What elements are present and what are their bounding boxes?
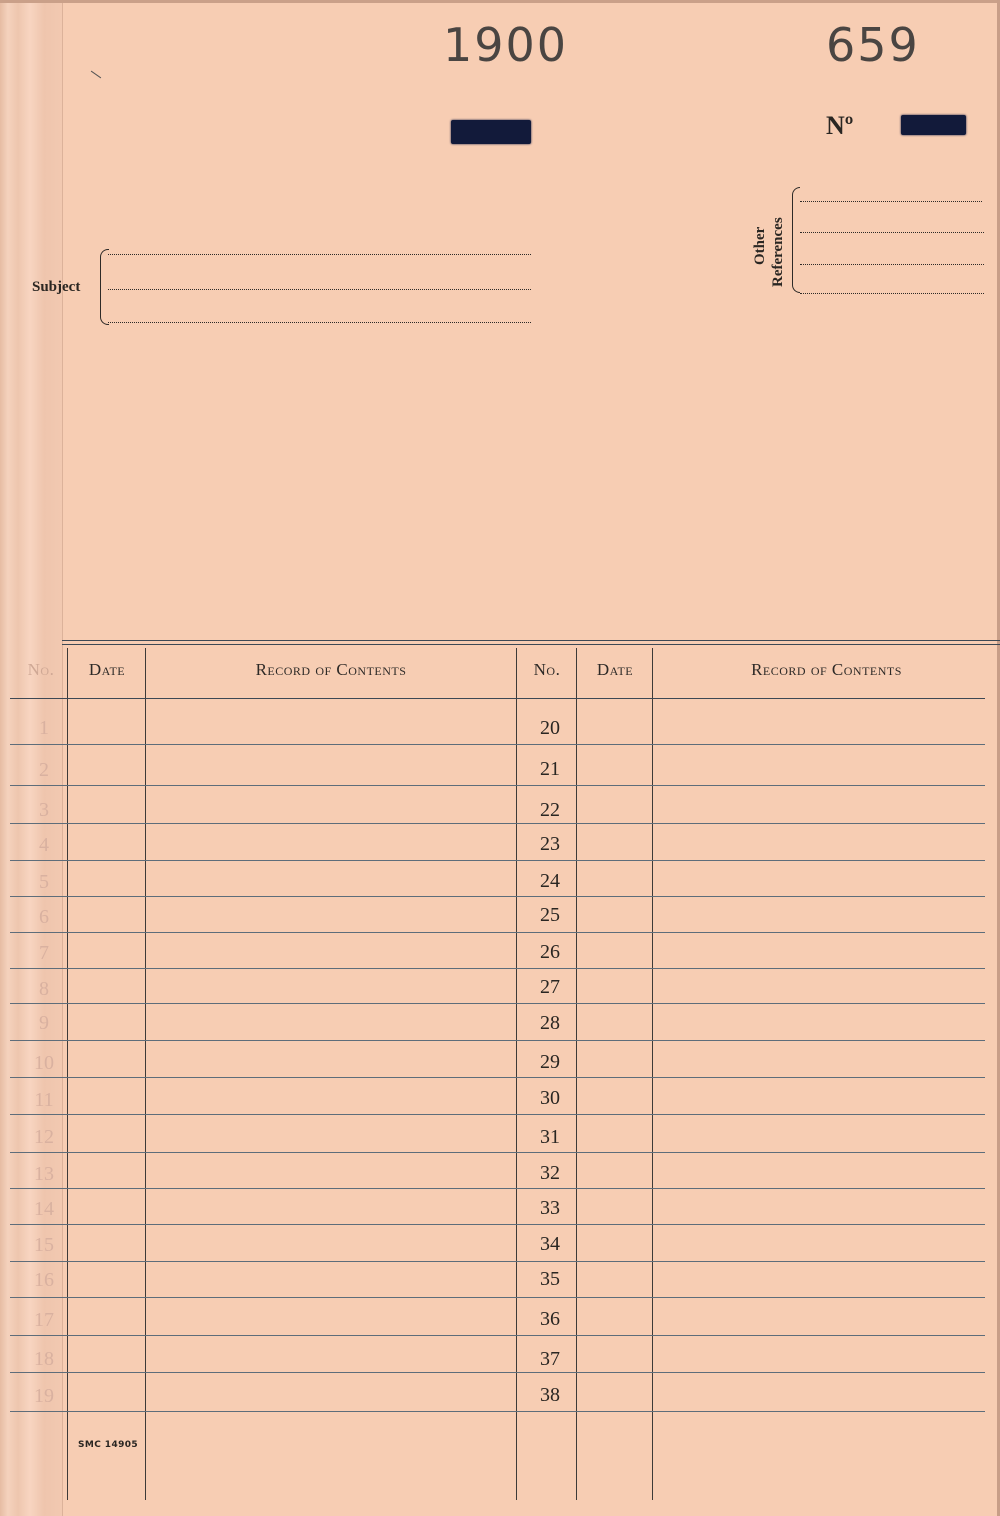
row-rule [10,896,985,897]
redaction-block [901,115,966,135]
row-number: 29 [540,1051,560,1073]
row-rule [10,1335,985,1336]
row-rule [10,744,985,745]
row-number: 18 [34,1348,54,1370]
row-number: 10 [34,1052,54,1074]
top-edge [0,0,1000,3]
header-date-right: Date [596,660,634,679]
row-number: 31 [540,1126,560,1148]
header-date-left: Date [88,660,126,679]
table-top-rule [62,644,1000,645]
row-rule [10,1372,985,1373]
row-number: 13 [34,1163,54,1185]
row-number: 35 [540,1268,560,1290]
row-number: 1 [39,717,49,739]
row-number: 12 [34,1126,54,1148]
row-rule [10,1077,985,1078]
header-no-right: No. [533,660,561,679]
header-record-left: Record of Contents [255,660,407,679]
row-number: 15 [34,1234,54,1256]
row-number: 3 [39,799,49,821]
row-number: 20 [540,717,560,739]
row-rule [10,1040,985,1041]
row-number: 9 [39,1012,49,1034]
row-number: 34 [540,1233,560,1255]
other-references-line2: References [770,217,786,287]
row-rule [10,1152,985,1153]
row-number: 8 [39,978,49,1000]
reference-line [800,293,984,294]
row-rule [10,1261,985,1262]
number-label: Nº [826,111,854,140]
row-number: 6 [39,906,49,928]
row-rule [10,1224,985,1225]
row-rule [10,1297,985,1298]
file-number-stamp: 659 [826,18,920,72]
other-references-line1: Other [752,226,768,265]
header-record-right: Record of Contents [751,660,902,679]
row-number: 32 [540,1162,560,1184]
row-number: 16 [34,1269,54,1291]
row-rule [10,1114,985,1115]
subject-line [108,289,531,290]
table-top-rule [62,640,1000,641]
row-number: 21 [540,758,560,780]
row-number: 37 [540,1348,560,1370]
row-number: 14 [34,1198,54,1220]
row-number: 22 [540,799,560,821]
header-bottom-rule [10,698,985,699]
row-number: 11 [34,1089,54,1111]
row-number: 30 [540,1087,560,1109]
subject-label: Subject [32,279,81,295]
row-rule [10,860,985,861]
row-rule [10,823,985,824]
references-brace [792,187,800,293]
subject-line [108,322,531,323]
year-stamp: 1900 [443,18,569,72]
row-number: 28 [540,1012,560,1034]
row-rule [10,1188,985,1189]
row-number: 4 [39,834,49,856]
row-number: 5 [39,871,49,893]
row-number: 19 [34,1385,54,1407]
redaction-block [451,120,531,144]
row-rule [10,968,985,969]
subject-brace [100,249,109,325]
row-number: 7 [39,942,49,964]
row-rule [10,1411,985,1412]
form-code: SMC 14905 [78,1440,139,1450]
subject-line [108,254,531,255]
row-rule [10,785,985,786]
row-number: 27 [540,976,560,998]
row-number: 38 [540,1384,560,1406]
row-number: 2 [39,759,49,781]
reference-line [800,201,982,202]
reference-line [800,264,984,265]
reference-line [800,232,984,233]
other-references-label [748,189,794,289]
row-number: 26 [540,941,560,963]
row-number: 25 [540,904,560,926]
row-number: 24 [540,870,560,892]
row-rule [10,1003,985,1004]
row-rule [10,932,985,933]
row-number: 36 [540,1308,560,1330]
ink-mark [91,71,101,79]
header-no-left: No. [27,660,55,679]
row-number: 23 [540,833,560,855]
row-number: 17 [34,1309,54,1331]
row-number: 33 [540,1197,560,1219]
